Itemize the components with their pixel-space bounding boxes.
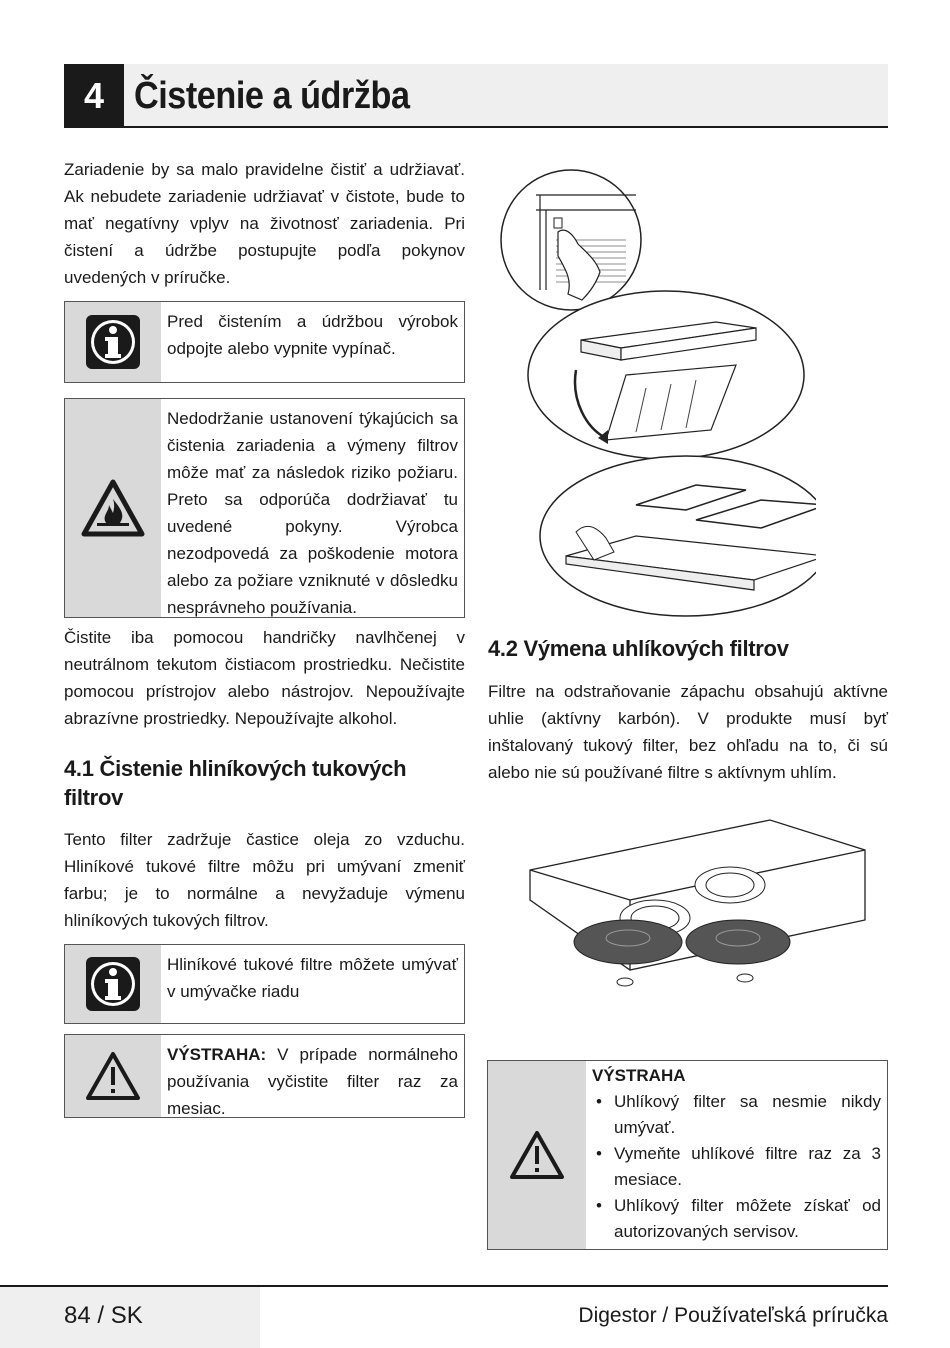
- warning-item: • Uhlíkový filter sa nesmie nikdy umývať.: [592, 1089, 881, 1141]
- hood-cleaning-illustration: [496, 160, 816, 620]
- info-note-2-text: Hliníkové tukové filtre môžete umývať v umývačke riadu: [167, 955, 458, 1001]
- section-4-2-title: 4.2 Výmena uhlíkových filtrov: [488, 636, 789, 661]
- warning-list: [592, 1089, 881, 1245]
- chapter-number: 4: [64, 64, 124, 128]
- cleaning-paragraph: Čistite iba pomocou handričky navlhčenej v neutrálnom tekutom čistiacom prostriedku. Nečistite pomocou prístrojov alebo nástrojov. Nepoužívajte abrazívne prostriedky. Nepoužívajte alkohol.: [64, 628, 465, 728]
- carbon-filter-illustration: [520, 810, 900, 1000]
- fire-warning-box: [64, 398, 465, 618]
- warning-label: VÝSTRAHA:: [167, 1045, 267, 1064]
- warning-box-left: [64, 1034, 465, 1118]
- warning-item: • Uhlíkový filter môžete získať od autorizovaných servisov.: [592, 1193, 881, 1245]
- info-icon: [85, 956, 141, 1012]
- warning-triangle-icon: [509, 1130, 565, 1180]
- intro-paragraph: Zariadenie by sa malo pravidelne čistiť a udržiavať. Ak nebudete zariadenie udržiavať v čistote, bude to mať negatívny vplyv na životnosť zariadenia. Pri čistení a údržbe postupujte podľa pokynov uvedených v príručke.: [64, 160, 465, 287]
- warning-text: V prípade normálneho používania vyčistite filter raz za mesiac.: [167, 1045, 458, 1118]
- warning-title: VÝSTRAHA: [592, 1066, 686, 1085]
- page-number: 84 / SK: [64, 1302, 143, 1329]
- carbon-filter-right: [686, 920, 790, 964]
- section-4-1-paragraph: Tento filter zadržuje častice oleja zo vzduchu. Hliníkové tukové filtre môžu pri umývaní zmeniť farbu; je to normálne a nevyžaduje výmenu hliníkových tukových filtrov.: [64, 830, 465, 930]
- chapter-title: Čistenie a údržba: [134, 75, 410, 117]
- warning-box-right: [487, 1060, 888, 1250]
- info-note-1: [64, 301, 465, 383]
- info-icon: [85, 314, 141, 370]
- document-title: Digestor / Používateľská príručka: [578, 1304, 888, 1327]
- fire-warning-text: Nedodržanie ustanovení týkajúcich sa čistenia zariadenia a výmeny filtrov môže mať za následok riziko požiaru. Preto sa odporúča dodržiavať tu uvedené pokyny. Výrobca nezodpovedá za poškodenie motora alebo za požiare vzniknuté v dôsledku nesprávneho používania.: [167, 409, 458, 617]
- section-4-1-title: 4.1 Čistenie hliníkových tukových filtrov: [64, 756, 407, 810]
- fire-warning-icon: [81, 479, 145, 537]
- warning-triangle-icon: [85, 1051, 141, 1101]
- carbon-filter-left: [574, 920, 682, 964]
- warning-item: • Vymeňte uhlíkové filtre raz za 3 mesiace.: [592, 1141, 881, 1193]
- section-4-2-paragraph: Filtre na odstraňovanie zápachu obsahujú aktívne uhlie (aktívny karbón). V produkte musí byť inštalovaný tukový filter, bez ohľadu na to, či sú alebo nie sú používané filtre s aktívnym uhlím.: [488, 682, 888, 782]
- info-note-1-text: Pred čistením a údržbou výrobok odpojte alebo vypnite vypínač.: [167, 312, 458, 358]
- info-note-2: [64, 944, 465, 1024]
